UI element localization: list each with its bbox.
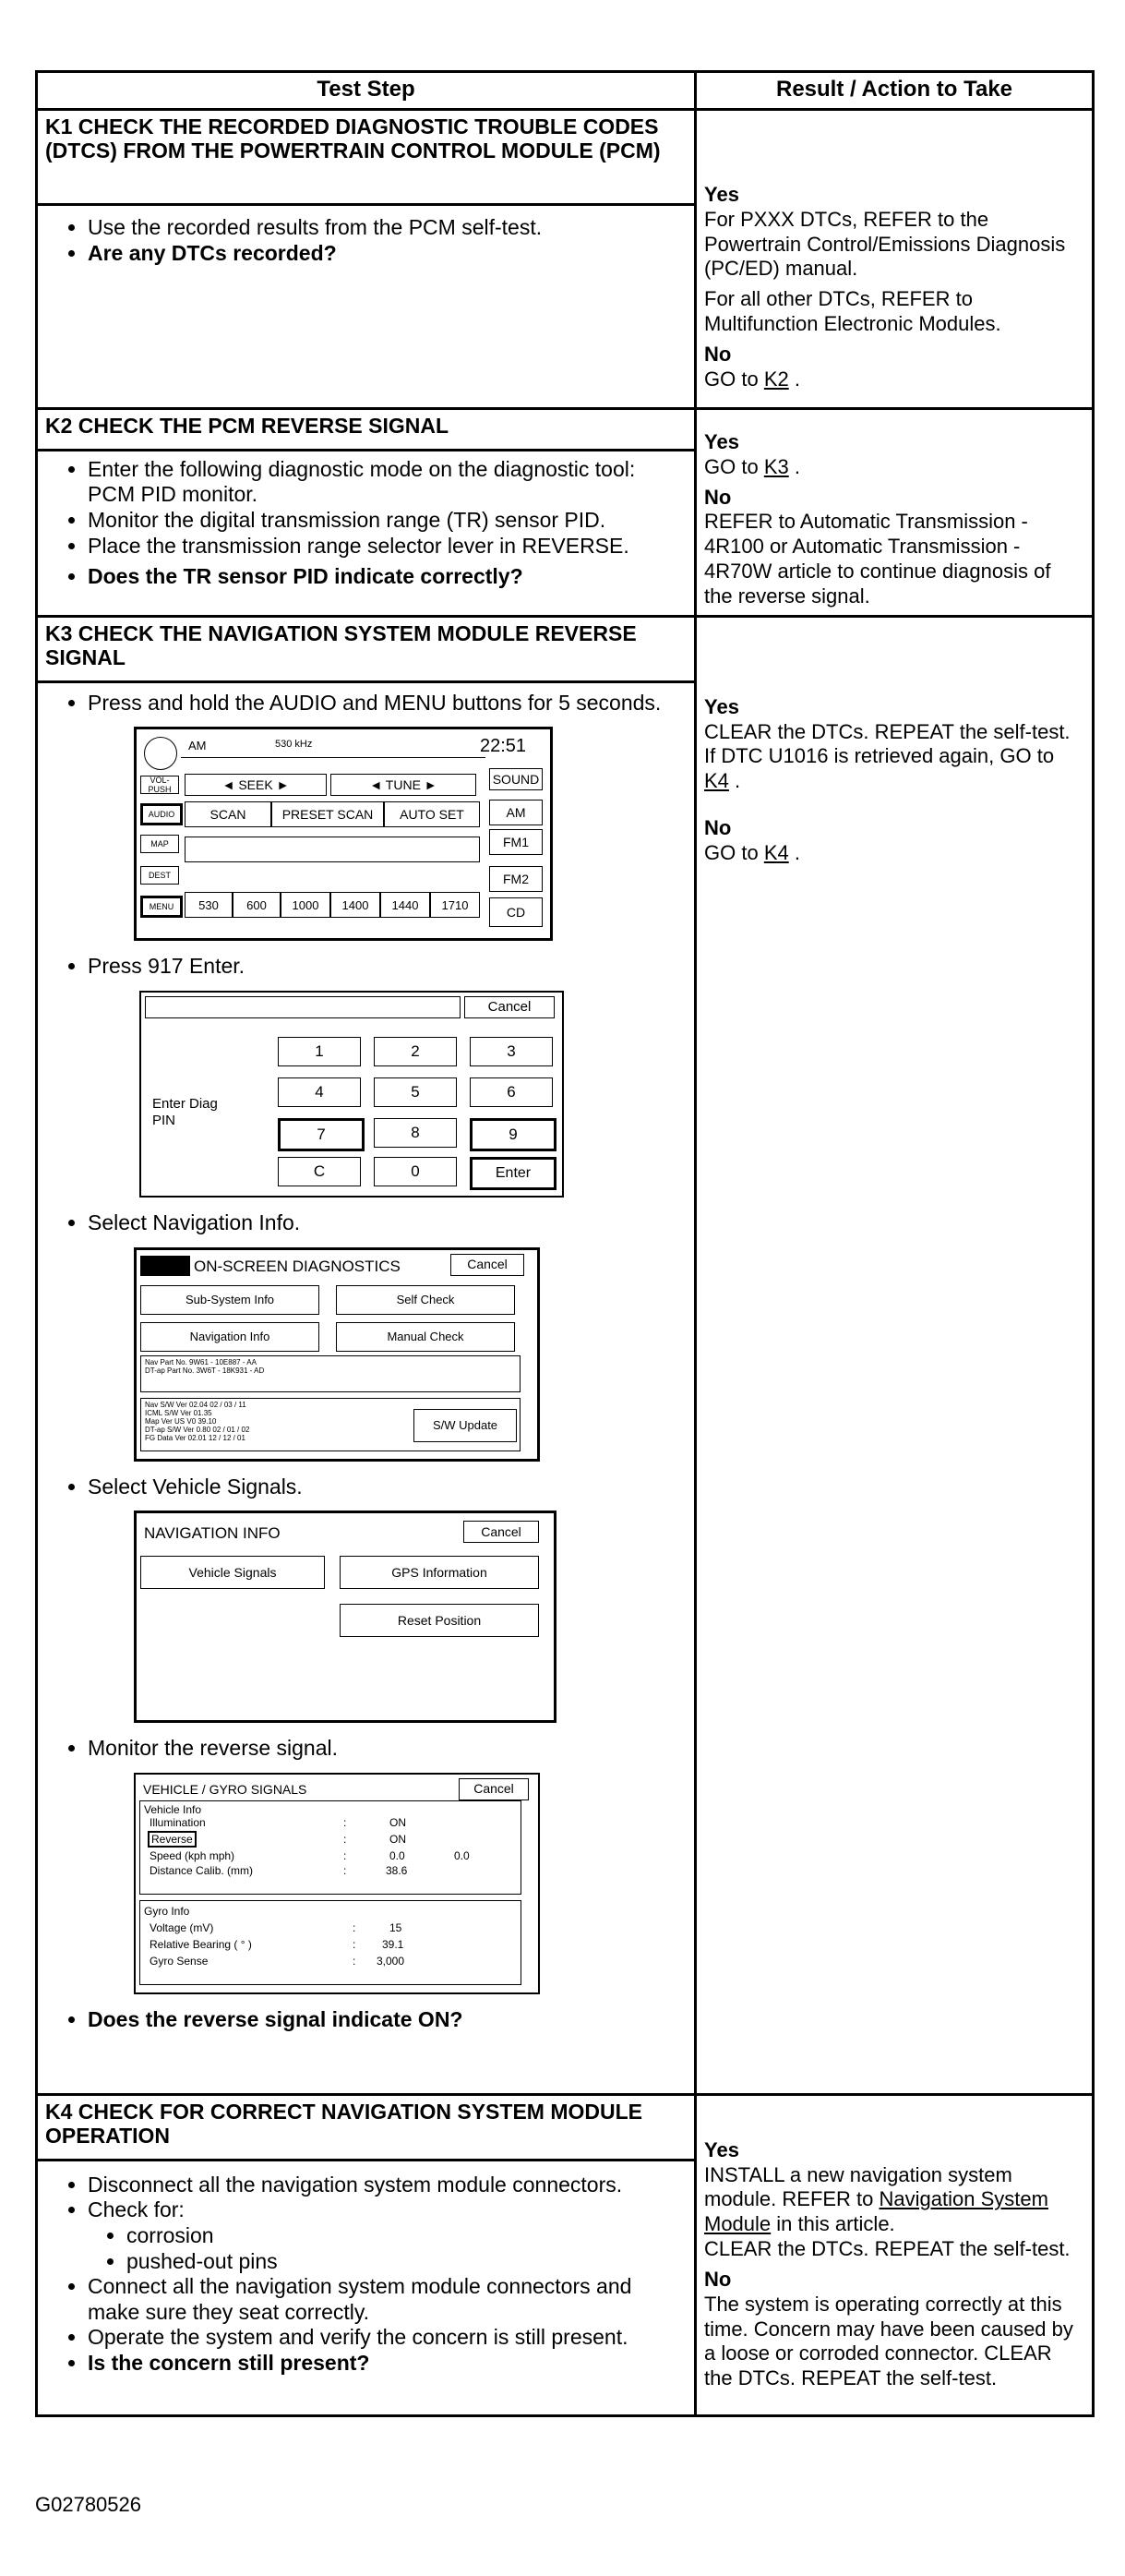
cd-button[interactable]: CD [489, 897, 543, 927]
k3-title: K3 CHECK THE NAVIGATION SYSTEM MODULE REVERSE SIGNAL [37, 616, 696, 681]
preset-2-button[interactable]: 600 [233, 892, 281, 918]
link-k3[interactable]: K3 [763, 454, 789, 478]
k1-no-text: GO to K2 . [704, 367, 800, 391]
k4-yes-text: INSTALL a new navigation system module. REFER to Navigation System Module in this article. [704, 2162, 1048, 2236]
fm1-button[interactable]: FM1 [489, 829, 543, 855]
key-7-button[interactable]: 7 [278, 1118, 365, 1151]
k3-step-1: • Press and hold the AUDIO and MENU buttons for 5 seconds. [88, 691, 687, 716]
key-4-button[interactable]: 4 [278, 1077, 361, 1107]
self-check-button[interactable]: Self Check [336, 1285, 515, 1315]
key-8-button[interactable]: 8 [374, 1118, 457, 1148]
navigation-info-figure [134, 1511, 557, 1723]
k4-steps [37, 2160, 696, 2415]
distance-calib-value: 38.6 [386, 1863, 408, 1877]
k1-yes-text-2: For all other DTCs, REFER to Multifunction Electronic Modules. [704, 287, 1001, 336]
scan-button[interactable]: SCAN [185, 801, 271, 827]
link-k4-no[interactable]: K4 [763, 840, 789, 864]
link-k2[interactable]: K2 [763, 367, 789, 391]
k2-steps [37, 450, 696, 616]
preset-6-button[interactable]: 1710 [430, 892, 480, 918]
diagnostics-cancel-button[interactable]: Cancel [450, 1254, 524, 1276]
k1-step-2: • Are any DTCs recorded? [88, 241, 687, 267]
k2-step-1: • Enter the following diagnostic mode on the diagnostic tool: PCM PID monitor. [88, 457, 687, 508]
key-2-button[interactable]: 2 [374, 1037, 457, 1066]
k3-step-2: • Press 917 Enter. [88, 954, 687, 980]
tune-button[interactable]: ◄ TUNE ► [330, 774, 476, 796]
key-3-button[interactable]: 3 [470, 1037, 553, 1066]
k2-step-2: • Monitor the digital transmission range (TR) sensor PID. [88, 508, 687, 534]
sound-button[interactable]: SOUND [489, 768, 543, 790]
diagnostics-title: ON-SCREEN DIAGNOSTICS [194, 1257, 401, 1275]
k3-step-3: • Select Navigation Info. [88, 1210, 687, 1236]
radio-clock: 22:51 [480, 736, 527, 757]
illumination-value: ON [389, 1815, 406, 1829]
k3-yes-label: Yes [704, 694, 739, 718]
k2-yes-text: GO to K3 . [704, 454, 800, 478]
reverse-label: Reverse [148, 1831, 197, 1848]
fm2-button[interactable]: FM2 [489, 866, 543, 892]
k1-no-label: No [704, 342, 732, 366]
audio-button[interactable]: AUDIO [140, 803, 183, 825]
diagnostic-table [35, 70, 1095, 2417]
illumination-label: Illumination [150, 1815, 206, 1829]
k3-step-6: • Does the reverse signal indicate ON? [88, 2007, 687, 2033]
k3-steps [37, 681, 696, 2094]
k3-yes-text: CLEAR the DTCs. REPEAT the self-test. If DTC U1016 is retrieved again, GO to K4 . [704, 719, 1071, 793]
radio-display-strip [185, 837, 480, 862]
k3-no-label: No [704, 816, 732, 840]
k2-step-3: • Place the transmission range selector lever in REVERSE. [88, 534, 687, 560]
audio-unit-figure [134, 727, 553, 941]
gyro-info-panel: Gyro Info Voltage (mV) : 15 Relative Bearing ( ° ) : 39.1 Gyro Sense : 3,000 [139, 1900, 521, 1985]
distance-calib-label: Distance Calib. (mm) [150, 1863, 254, 1877]
navigation-info-button[interactable]: Navigation Info [140, 1322, 319, 1352]
k4-title: K4 CHECK FOR CORRECT NAVIGATION SYSTEM MODULE OPERATION [37, 2094, 696, 2160]
k4-step-4: • Operate the system and verify the concern is still present. [88, 2325, 687, 2351]
header-test-step: Test Step [37, 72, 696, 110]
vehicle-gyro-signals-figure [134, 1773, 540, 1994]
key-0-button[interactable]: 0 [374, 1157, 457, 1186]
preset-3-button[interactable]: 1000 [281, 892, 330, 918]
preset-1-button[interactable]: 530 [185, 892, 233, 918]
k2-no-label: No [704, 485, 732, 509]
k2-result [696, 409, 1094, 617]
k2-title: K2 CHECK THE PCM REVERSE SIGNAL [37, 409, 696, 451]
enter-diag-pin-label: Enter Diag PIN [152, 1095, 218, 1128]
dest-button[interactable]: DEST [140, 866, 179, 885]
relative-bearing-label: Relative Bearing ( ° ) [150, 1937, 252, 1951]
k4-no-text: The system is operating correctly at this time. Concern may have been caused by a loose or corroded connector. CLEAR the DTCs. REPEAT the self-test. [704, 2292, 1073, 2390]
gyro-signals-title: VEHICLE / GYRO SIGNALS [143, 1781, 307, 1797]
preset-4-button[interactable]: 1400 [330, 892, 380, 918]
key-clear-button[interactable]: C [278, 1157, 361, 1186]
radio-frequency: 530 kHz [275, 739, 313, 751]
pin-keypad-figure [139, 991, 564, 1198]
k4-step-1: • Disconnect all the navigation system module connectors. [88, 2173, 687, 2198]
sw-update-button[interactable]: S/W Update [413, 1409, 517, 1442]
preset-5-button[interactable]: 1440 [380, 892, 430, 918]
k1-yes-text-1: For PXXX DTCs, REFER to the Powertrain Control/Emissions Diagnosis (PC/ED) manual. [704, 207, 1066, 281]
speed-mph-value: 0.0 [454, 1848, 470, 1862]
map-button[interactable]: MAP [140, 835, 179, 853]
k4-step-5: • Is the concern still present? [88, 2351, 687, 2377]
link-navigation-system-module[interactable]: Navigation System Module [704, 2187, 1048, 2236]
am-button[interactable]: AM [489, 800, 543, 825]
voltage-value: 15 [389, 1920, 402, 1934]
reset-position-button[interactable]: Reset Position [340, 1604, 539, 1637]
vol-push-button[interactable]: VOL-PUSH [140, 776, 179, 794]
k4-sub-1: • corrosion [126, 2223, 687, 2249]
k4-step-2: • Check for: • corrosion • pushed-out pins [88, 2197, 687, 2274]
vehicle-signals-button[interactable]: Vehicle Signals [140, 1556, 325, 1589]
k4-step-3: • Connect all the navigation system module connectors and make sure they seat correctly. [88, 2274, 687, 2325]
k4-result [696, 2094, 1094, 2415]
table-row-k4-title [37, 2094, 1094, 2160]
preset-scan-button[interactable]: PRESET SCAN [271, 801, 384, 827]
k1-steps [37, 205, 696, 409]
on-screen-diagnostics-figure [134, 1247, 540, 1462]
link-k4-yes[interactable]: K4 [704, 769, 729, 793]
reverse-value: ON [389, 1832, 406, 1846]
navigation-info-title: NAVIGATION INFO [144, 1524, 281, 1543]
part-number-panel: Nav Part No. 9W61 - 10E887 - AA DT-ap Part No. 3W6T - 18K931 - AD [140, 1355, 521, 1392]
key-1-button[interactable]: 1 [278, 1037, 361, 1066]
volume-knob-icon[interactable] [144, 737, 177, 770]
key-enter-button[interactable]: Enter [470, 1157, 557, 1190]
k1-title: K1 CHECK THE RECORDED DIAGNOSTIC TROUBLE CODES (DTCS) FROM THE POWERTRAIN CONTROL MODULE (PCM) [37, 110, 696, 205]
gyro-info-header: Gyro Info [144, 1904, 190, 1918]
k4-yes-text-c: CLEAR the DTCs. REPEAT the self-test. [704, 2237, 1071, 2261]
table-header-row [37, 72, 1094, 110]
seek-button[interactable]: ◄ SEEK ► [185, 774, 327, 796]
header-result-action: Result / Action to Take [696, 72, 1094, 110]
gps-information-button[interactable]: GPS Information [340, 1556, 539, 1589]
info-badge: INFO [140, 1256, 190, 1276]
table-row-k1-title [37, 110, 1094, 205]
k3-result [696, 616, 1094, 2094]
speed-kph-value: 0.0 [389, 1848, 405, 1862]
relative-bearing-value: 39.1 [382, 1937, 404, 1951]
table-row-k3-title [37, 616, 1094, 681]
speed-label: Speed (kph mph) [150, 1848, 235, 1862]
navigation-info-cancel-button[interactable]: Cancel [463, 1521, 539, 1543]
key-6-button[interactable]: 6 [470, 1077, 553, 1107]
k1-result [696, 110, 1094, 409]
vehicle-info-panel: Vehicle Info Illumination : ON Reverse : ON Speed (kph mph) : 0.0 0.0 Distance Calib. (mm) : 38.6 [139, 1800, 521, 1895]
key-9-button[interactable]: 9 [470, 1118, 557, 1151]
k3-step-5: • Monitor the reverse signal. [88, 1736, 687, 1762]
k1-yes-label: Yes [704, 183, 739, 206]
voltage-label: Voltage (mV) [150, 1920, 214, 1934]
keypad-cancel-button[interactable]: Cancel [464, 996, 555, 1018]
manual-check-button[interactable]: Manual Check [336, 1322, 515, 1352]
auto-set-button[interactable]: AUTO SET [384, 801, 480, 827]
figure-id: G02780526 [35, 2493, 141, 2516]
k2-step-4: • Does the TR sensor PID indicate correctly? [88, 564, 687, 590]
menu-button[interactable]: MENU [140, 896, 183, 918]
k3-step-4: • Select Vehicle Signals. [88, 1475, 687, 1500]
k3-no-text: GO to K4 . [704, 840, 800, 864]
gyro-sense-label: Gyro Sense [150, 1954, 209, 1968]
table-row-k2-title [37, 409, 1094, 451]
gyro-signals-cancel-button[interactable]: Cancel [459, 1778, 529, 1800]
gyro-sense-value: 3,000 [377, 1954, 405, 1968]
k4-no-label: No [704, 2267, 732, 2291]
key-5-button[interactable]: 5 [374, 1077, 457, 1107]
radio-band: AM [188, 739, 207, 753]
software-version-panel: Nav S/W Ver 02.04 02 / 03 / 11 ICML S/W Ver 01.35 Map Ver US V0 39.10 DT-ap S/W Ver 0.80 02 / 01 / 02 FG Data Ver 02.01 12 / 12 / 01 [140, 1398, 521, 1451]
pin-entry-field[interactable] [145, 996, 461, 1018]
k2-no-text: REFER to Automatic Transmission - 4R100 or Automatic Transmission - 4R70W article to continue diagnosis of the reverse signal. [704, 510, 1051, 608]
k4-sub-2: • pushed-out pins [126, 2249, 687, 2275]
k1-step-1: • Use the recorded results from the PCM self-test. [88, 215, 687, 241]
vehicle-info-header: Vehicle Info [144, 1802, 202, 1816]
k2-yes-label: Yes [704, 430, 739, 453]
sub-system-info-button[interactable]: Sub-System Info [140, 1285, 319, 1315]
k4-yes-label: Yes [704, 2137, 739, 2161]
